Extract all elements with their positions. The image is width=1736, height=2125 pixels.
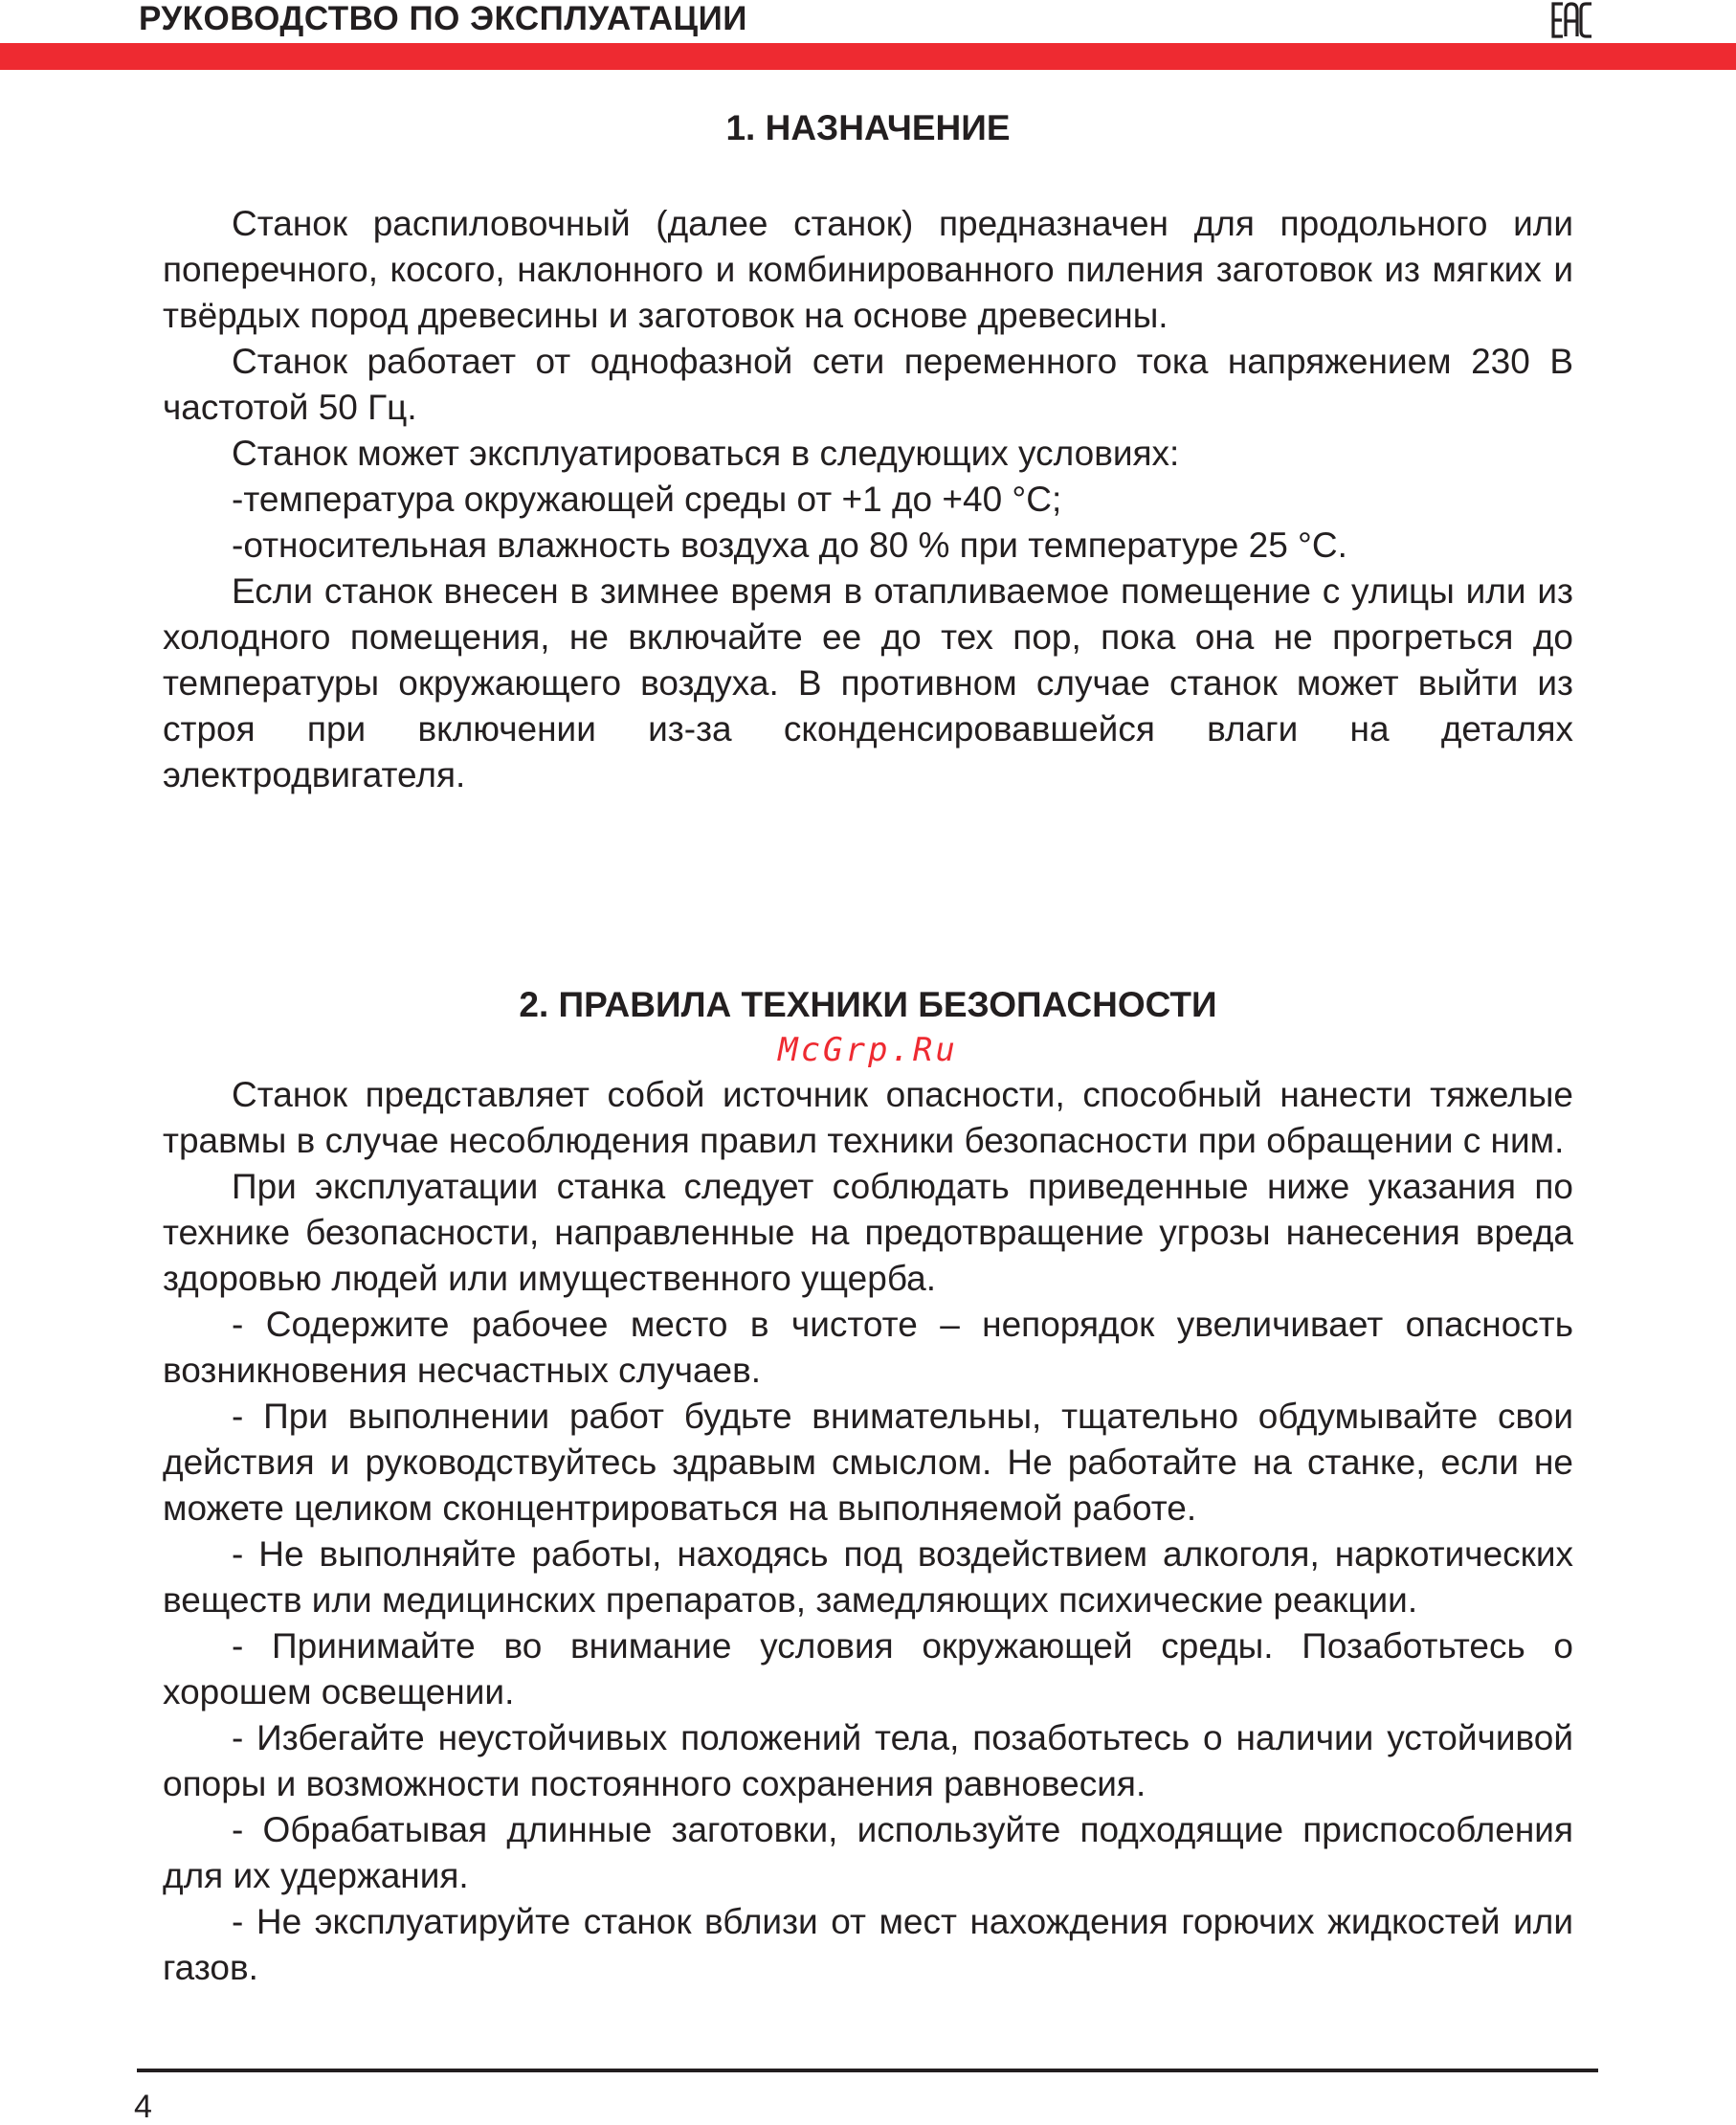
paragraph: -относительная влажность воздуха до 80 % при температуре 25 °С. <box>232 526 1347 565</box>
paragraph: Если станок внесен в зимнее время в отапливаемое помещение с улицы или из холодного помещения, не включайте ее до тех пор, пока она не прогреться до температуры окружающего воздуха. В противном случае станок может выйти из строя при включении из-за сконденсировавшейся влаги на деталях электродвигателя. <box>163 571 1573 794</box>
paragraph: - Избегайте неустойчивых положений тела, позаботьтесь о наличии устойчивой опоры и возможности постоянного сохранения равновесия. <box>163 1718 1573 1803</box>
header-accent-bar <box>0 43 1736 70</box>
watermark: McGrp.Ru <box>778 1031 958 1069</box>
page-number: 4 <box>134 2089 152 2125</box>
page-content <box>163 105 1573 1991</box>
paragraph: - Содержите рабочее место в чистоте – непорядок увеличивает опасность возникновения несчастных случаев. <box>163 1305 1573 1390</box>
paragraph: Станок распиловочный (далее станок) предназначен для продольного или поперечного, косого, наклонного и комбинированного пиления заготовок из мягких и твёрдых пород древесины и заготовок на основе древесины. <box>163 204 1573 335</box>
paragraph: - Принимайте во внимание условия окружающей среды. Позаботьтесь о хорошем освещении. <box>163 1626 1573 1711</box>
paragraph: Станок работает от однофазной сети переменного тока напряжением 230 В частотой 50 Гц. <box>163 342 1573 427</box>
paragraph: - Не выполняйте работы, находясь под воздействием алкоголя, наркотических веществ или медицинских препаратов, замедляющих психические реакции. <box>163 1534 1573 1620</box>
eac-certification-logo <box>1551 2 1593 38</box>
section-safety-rules <box>163 982 1573 1991</box>
paragraph: -температура окружающей среды от +1 до +40 °С; <box>232 480 1062 519</box>
section-title: 2. ПРАВИЛА ТЕХНИКИ БЕЗОПАСНОСТИ <box>519 985 1217 1024</box>
paragraph: При эксплуатации станка следует соблюдать приведенные ниже указания по технике безопасности, направленные на предотвращение угрозы нанесения вреда здоровью людей или имущественного ущерба. <box>163 1167 1573 1298</box>
paragraph: Станок может эксплуатироваться в следующих условиях: <box>232 434 1180 473</box>
section-purpose <box>163 105 1573 798</box>
paragraph: - При выполнении работ будьте внимательны, тщательно обдумывайте свои действия и руководствуйтесь здравым смыслом. Не работайте на станке, если не можете целиком сконцентрироваться на выполняемой работе. <box>163 1397 1573 1528</box>
paragraph: - Обрабатывая длинные заготовки, используйте подходящие приспособления для их удержания. <box>163 1810 1573 1895</box>
section-spacer <box>163 798 1573 982</box>
document-header-title: РУКОВОДСТВО ПО ЭКСПЛУАТАЦИИ <box>139 0 747 37</box>
paragraph: Станок представляет собой источник опасности, способный нанести тяжелые травмы в случае несоблюдения правил техники безопасности при обращении с ним. <box>163 1075 1573 1160</box>
footer-divider <box>137 2069 1598 2072</box>
section-title: 1. НАЗНАЧЕНИЕ <box>725 108 1011 147</box>
paragraph: - Не эксплуатируйте станок вблизи от мест нахождения горючих жидкостей или газов. <box>163 1902 1573 1987</box>
